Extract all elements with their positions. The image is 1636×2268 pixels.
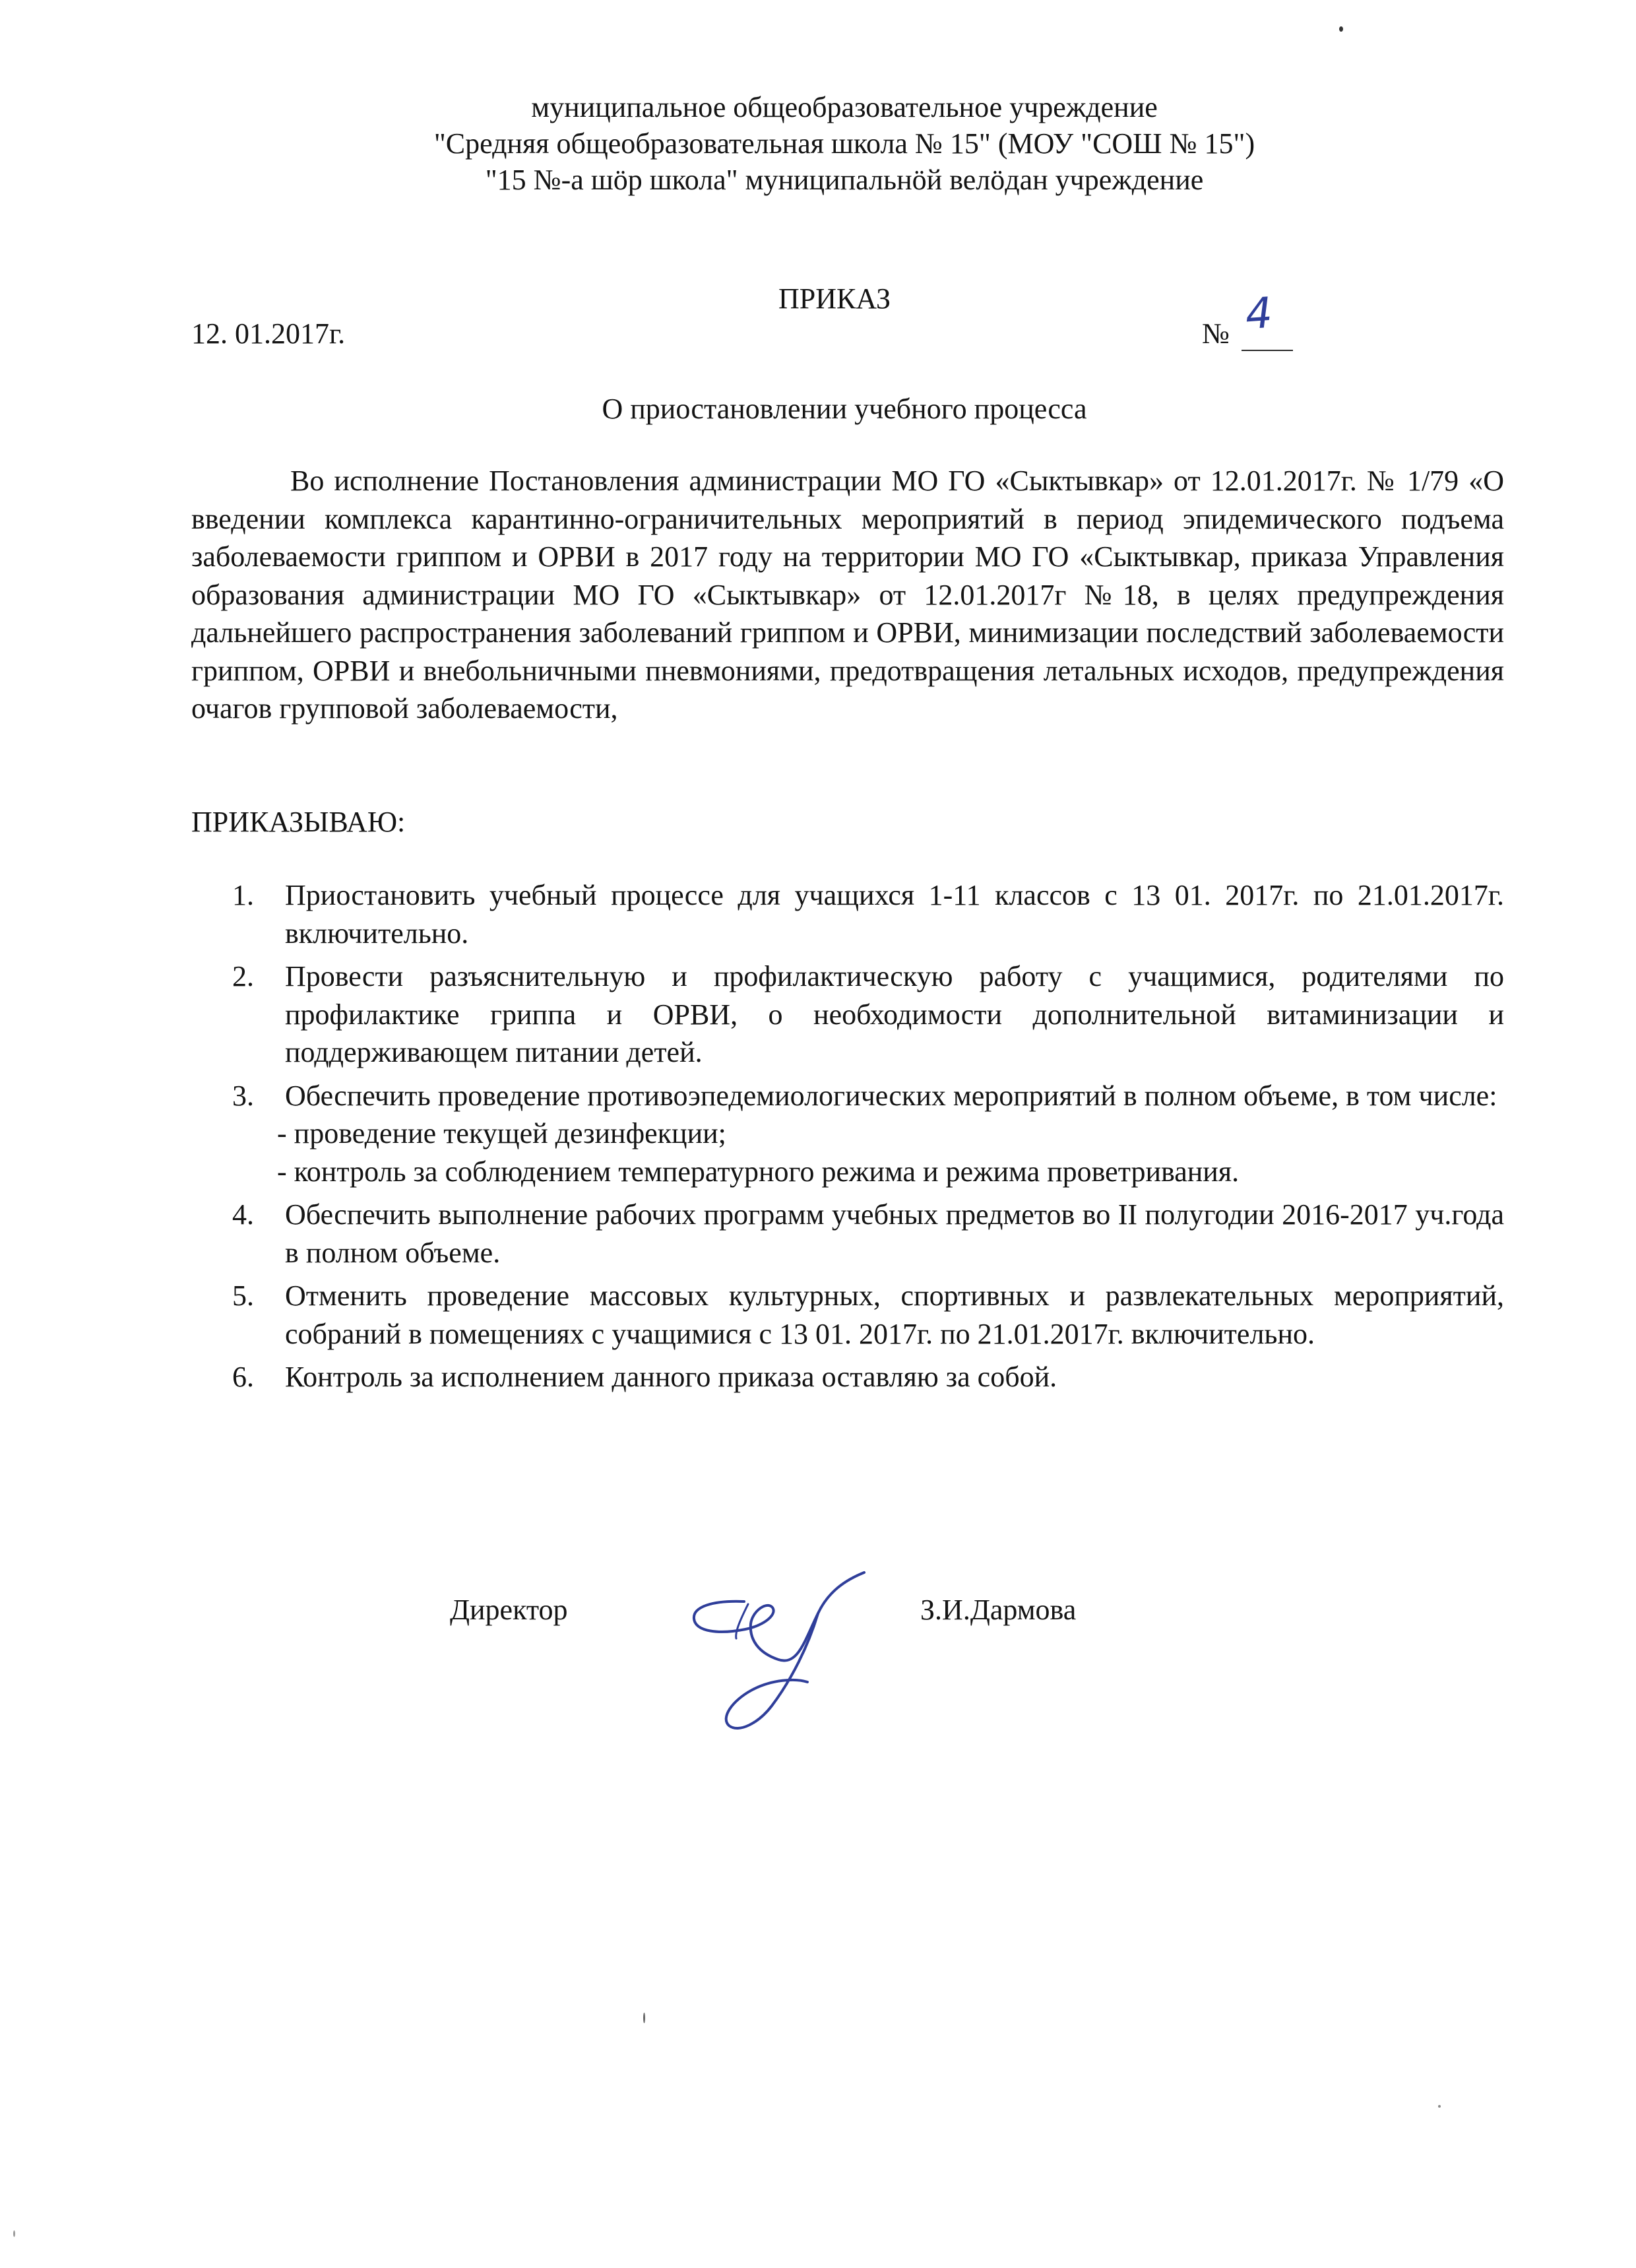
order-subject: О приостановлении учебного процесса [602,393,1087,425]
document-title: ПРИКАЗ [778,282,891,315]
signatory-name: З.И.Дармова [920,1594,1077,1626]
list-item [191,1077,1504,1191]
list-item-number: 5. [232,1280,254,1312]
list-item-number: 4. [232,1198,254,1231]
scan-speck [643,2013,645,2023]
order-items-list [191,876,1504,1402]
list-item [191,957,1504,1072]
order-number-label: № [1202,317,1230,350]
scan-speck [13,2230,15,2237]
letterhead [0,89,1636,198]
list-item-number: 6. [232,1361,254,1393]
list-item-text: Отменить проведение массовых культурных, спортивных и развлекательных мероприятий, собраний в помещениях с учащимися с 13 01. 2017г. по 21.01.2017г. включительно. [285,1280,1504,1350]
list-item-text: Приостановить учебный процессе для учащихся 1-11 классов с 13 01. 2017г. по 21.01.2017г. включительно. [285,879,1504,950]
list-item [191,876,1504,952]
scan-speck [1339,26,1343,32]
scan-speck [1438,2105,1441,2108]
order-directive: ПРИКАЗЫВАЮ: [191,806,406,838]
list-item [191,1358,1504,1396]
preamble-paragraph: Во исполнение Постановления администрации МО ГО «Сыктывкар» от 12.01.2017г. № 1/79 «О введении комплекса карантинно-ограничительных мероприятий в период эпидемического подъема заболеваемости гриппом и ОРВИ в 2017 году на территории МО ГО «Сыктывкар, приказа Управления образования администрации МО ГО «Сыктывкар» от 12.01.2017г №18, в целях предупреждения дальнейшего распространения заболеваний гриппом и ОРВИ, минимизации последствий заболеваемости гриппом, ОРВИ и внебольничными пневмониями, предотвращения летальных исходов, предупреждения очагов групповой заболеваемости, [191,465,1504,725]
letterhead-line-2: "Средняя общеобразовательная школа № 15" (МОУ "СОШ № 15") [433,127,1255,160]
letterhead-line-1: муниципальное общеобразовательное учреждение [531,91,1158,123]
letterhead-line-3: "15 №-а шӧр школа" муниципальнӧй велӧдан учреждение [485,164,1204,196]
order-number-handwritten: 4 [1243,288,1274,340]
list-item-text: Провести разъяснительную и профилактическую работу с учащимися, родителями по профилактике гриппа и ОРВИ, о необходимости дополнительной витаминизации и поддерживающем питании детей. [285,960,1504,1068]
list-item [191,1196,1504,1272]
list-subitem: - контроль за соблюдением температурного режима и режима проветривания. [277,1155,1240,1188]
list-item-number: 3. [232,1079,254,1112]
list-item-text: Контроль за исполнением данного приказа оставляю за собой. [285,1361,1057,1393]
list-item-number: 2. [232,960,254,992]
handwritten-signature-icon [666,1561,884,1745]
order-number-underline [1242,350,1293,351]
list-item [191,1277,1504,1353]
list-item-number: 1. [232,879,254,911]
list-subitem: - проведение текущей дезинфекции; [277,1117,726,1150]
list-item-text: Обеспечить проведение противоэпедемиологических мероприятий в полном объеме, в том числе: [285,1079,1497,1112]
order-date: 12. 01.2017г. [191,317,346,350]
list-item-text: Обеспечить выполнение рабочих программ учебных предметов во II полугодии 2016-2017 уч.года в полном объеме. [285,1198,1504,1269]
signatory-role: Директор [450,1594,568,1626]
